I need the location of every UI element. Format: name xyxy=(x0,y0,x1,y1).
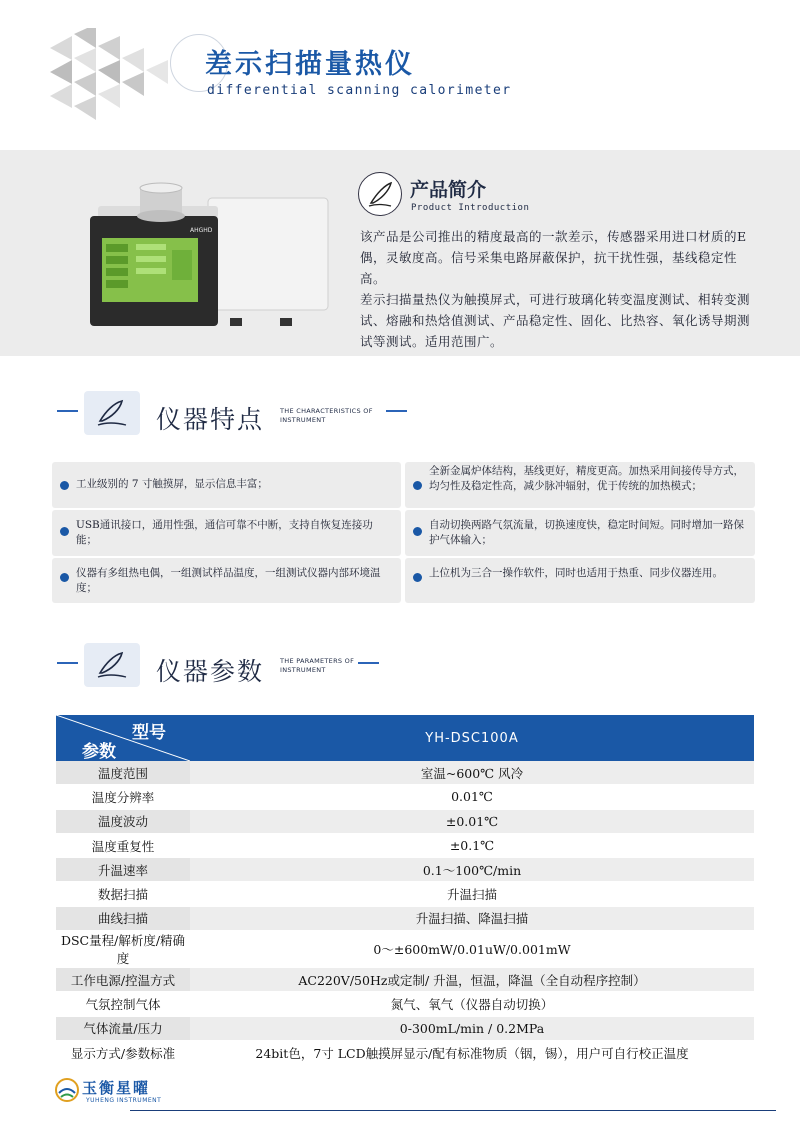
feature-text: USB通讯接口，通用性强，通信可靠不中断，支持自恢复连接功能； xyxy=(76,519,373,546)
params-table xyxy=(56,715,754,1065)
param-value-cell: 0-300mL/min / 0.2MPa xyxy=(190,1016,754,1040)
feature-card xyxy=(405,558,755,603)
footer-brand: 玉衡星曜 xyxy=(82,1079,151,1097)
param-name-cell: 曲线扫描 xyxy=(56,906,190,930)
feature-text: 自动切换两路气氛流量，切换速度快，稳定时间短。同时增加一路保护气体输入； xyxy=(429,519,744,546)
feature-card xyxy=(52,510,401,556)
param-name-cell: 气氛控制气体 xyxy=(56,992,190,1016)
table-row xyxy=(56,968,754,992)
feature-text: 仪器有多组热电偶，一组测试样品温度，一组测试仪器内部环境温度； xyxy=(76,567,381,594)
bullet-icon xyxy=(60,481,69,490)
bullet-icon xyxy=(60,527,69,536)
section-divider xyxy=(57,662,78,664)
header-param-label: 参数 xyxy=(82,742,116,762)
param-value-cell: 升温扫描、降温扫描 xyxy=(190,906,754,930)
company-logo-icon xyxy=(54,1077,80,1103)
param-name-cell: 气体流量/压力 xyxy=(56,1016,190,1040)
intro-paragraph: 差示扫描量热仪为触摸屏式，可进行玻璃化转变温度测试、相转变测试、熔融和热焓值测试、产品稳定性、固化、比热容、氧化诱导期测试等测试。适用范围广。 xyxy=(360,292,751,349)
device-image xyxy=(80,180,340,340)
params-section-title: 仪器参数 xyxy=(156,657,265,686)
feature-card xyxy=(52,558,401,603)
param-name-cell: 显示方式/参数标准 xyxy=(56,1040,190,1064)
page-subtitle: differential scanning calorimeter xyxy=(207,83,512,98)
table-row xyxy=(56,761,754,785)
table-corner-cell xyxy=(56,715,190,761)
triangle-pattern-decoration xyxy=(50,28,180,128)
feather-pen-icon xyxy=(94,397,130,429)
intro-title: 产品简介 xyxy=(410,179,487,201)
param-name-cell: 工作电源/控温方式 xyxy=(56,968,190,992)
model-name: YH-DSC100A xyxy=(190,715,754,761)
intro-paragraph: 该产品是公司推出的精度最高的一款差示，传感器采用进口材质的E偶，灵敏度高。信号采集电路屏蔽保护，抗干扰性强，基线稳定性高。 xyxy=(360,229,747,286)
param-name-cell: 温度范围 xyxy=(56,761,190,785)
feather-pen-icon xyxy=(94,649,130,681)
param-name-cell: 温度重复性 xyxy=(56,833,190,857)
footer-line xyxy=(130,1110,776,1111)
param-value-cell: 0.1～100℃/min xyxy=(190,858,754,882)
param-name-cell: 数据扫描 xyxy=(56,882,190,906)
table-header-row xyxy=(56,715,754,761)
bullet-icon xyxy=(60,573,69,582)
param-value-cell: ±0.1℃ xyxy=(190,833,754,857)
feather-pen-icon xyxy=(358,172,402,216)
footer-brand-en: YUHENG INSTRUMENT xyxy=(86,1097,162,1104)
diagonal-divider xyxy=(56,715,190,761)
feature-text: 全新金属炉体结构，基线更好，精度更高。加热采用间接传导方式，均匀性及稳定性高，减少脉冲辐射，优于传统的加热模式； xyxy=(429,465,744,492)
section-icon-box xyxy=(84,391,140,435)
param-value-cell: 0～±600mW/0.01uW/0.001mW xyxy=(190,931,754,968)
feature-card xyxy=(52,462,401,508)
table-row xyxy=(56,1040,754,1064)
param-value-cell: ±0.01℃ xyxy=(190,809,754,833)
param-name-cell: 升温速率 xyxy=(56,858,190,882)
params-section-en: THE PARAMETERS OF INSTRUMENT xyxy=(280,657,355,674)
param-value-cell: 24bit色，7寸 LCD触摸屏显示/配有标准物质（铟，锡），用户可自行校正温度 xyxy=(190,1040,754,1064)
section-divider xyxy=(57,410,78,412)
table-row xyxy=(56,906,754,930)
svg-text:AHGHD: AHGHD xyxy=(190,227,213,234)
feature-text: 上位机为三合一操作软件，同时也适用于热重、同步仪器连用。 xyxy=(429,567,723,579)
bullet-icon xyxy=(413,573,422,582)
table-row xyxy=(56,809,754,833)
param-name-cell: 温度波动 xyxy=(56,809,190,833)
param-value-cell: 室温~600℃ 风冷 xyxy=(190,761,754,785)
table-row xyxy=(56,931,754,968)
feature-card xyxy=(405,462,755,508)
param-value-cell: 0.01℃ xyxy=(190,785,754,809)
table-row xyxy=(56,992,754,1016)
intro-text xyxy=(360,226,750,352)
section-divider xyxy=(358,662,379,664)
param-name-cell: DSC量程/解析度/精确度 xyxy=(56,931,190,968)
features-section-en: THE CHARACTERISTICS OF INSTRUMENT xyxy=(280,407,373,424)
bullet-icon xyxy=(413,527,422,536)
table-row xyxy=(56,882,754,906)
param-value-cell: 氮气、氧气（仪器自动切换） xyxy=(190,992,754,1016)
section-divider xyxy=(386,410,407,412)
feature-card xyxy=(405,510,755,556)
param-value-cell: 升温扫描 xyxy=(190,882,754,906)
param-name-cell: 温度分辨率 xyxy=(56,785,190,809)
param-value-cell: AC220V/50Hz或定制/ 升温，恒温，降温（全自动程序控制） xyxy=(190,968,754,992)
intro-subtitle: Product Introduction xyxy=(411,203,530,213)
page-title: 差示扫描量热仪 xyxy=(205,49,415,80)
table-row xyxy=(56,833,754,857)
table-row xyxy=(56,785,754,809)
header-model-label: 型号 xyxy=(132,723,166,743)
features-section-title: 仪器特点 xyxy=(156,405,265,434)
table-row xyxy=(56,858,754,882)
table-row xyxy=(56,1016,754,1040)
section-icon-box xyxy=(84,643,140,687)
bullet-icon xyxy=(413,481,422,490)
feature-text: 工业级别的 7 寸触摸屏，显示信息丰富； xyxy=(76,478,268,490)
